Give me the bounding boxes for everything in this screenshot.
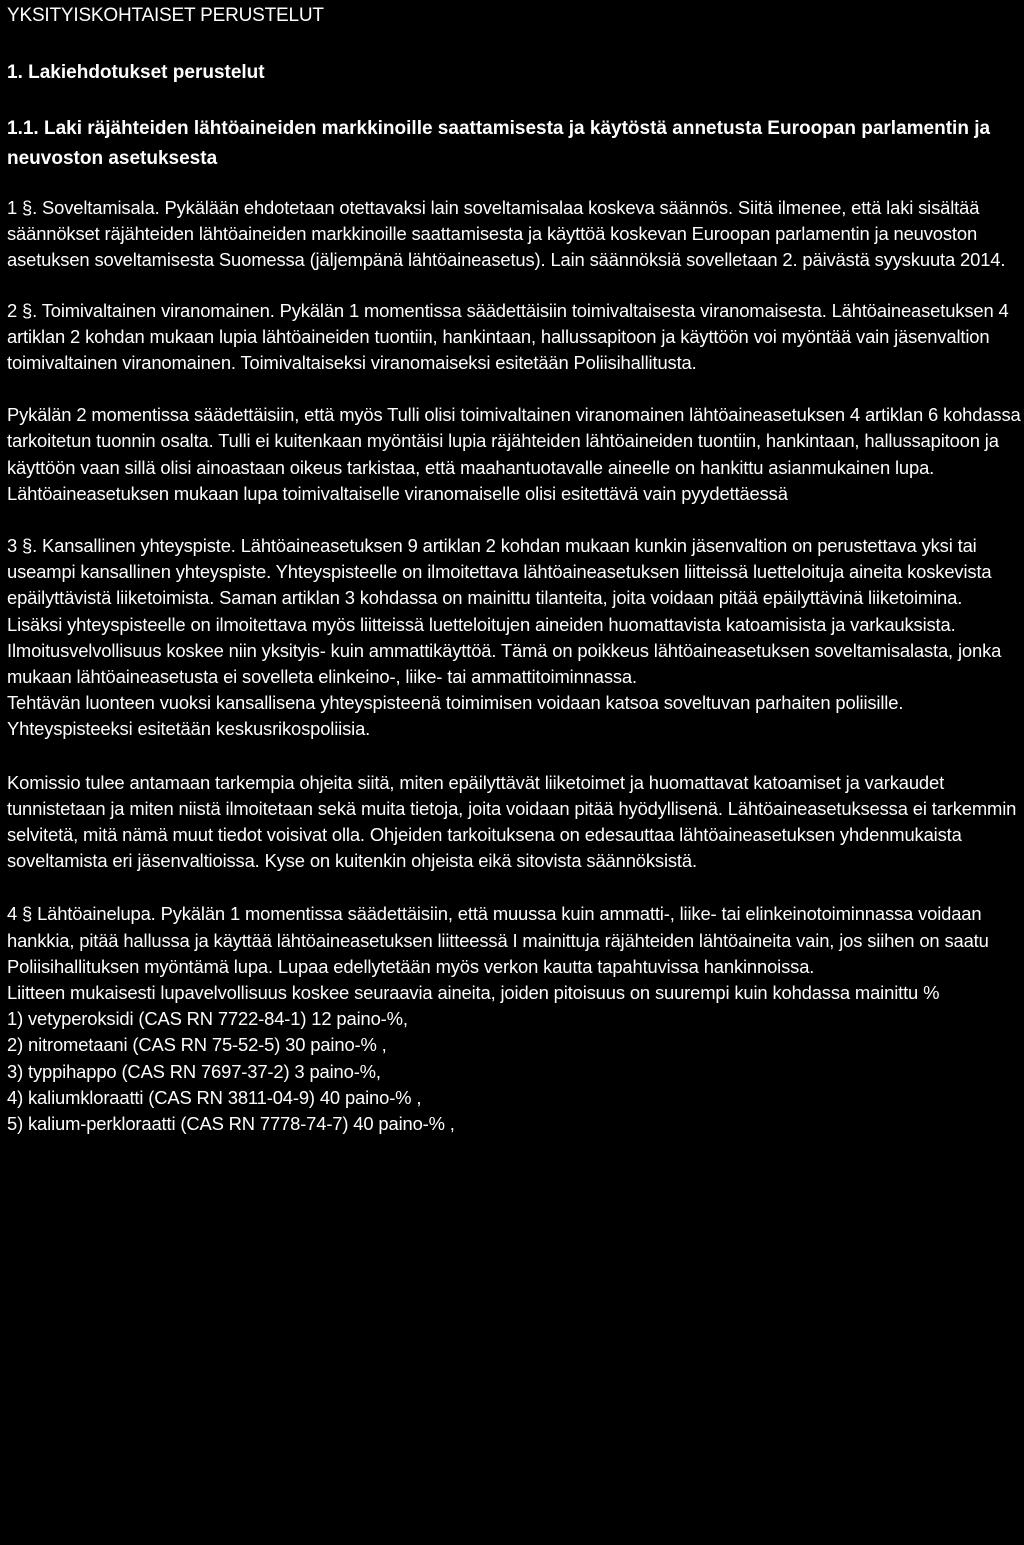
section-heading-1: 1. Lakiehdotukset perustelut: [7, 62, 265, 83]
paragraph-sec2-p1: 2 §. Toimivaltainen viranomainen. Pykälän 1 momentissa säädettäisiin toimivaltaisesta viranomaisesta. Lähtöaineasetuksen 4 artiklan 2 kohdan mukaan lupia lähtöaineiden tuontiin, hankintaan, hallussapitoon ja käyttöön voi myöntää vain jäsenvaltion toimivaltainen viranomainen. Toimivaltaiseksi viranomaiseksi esitetään Poliisihallitusta.: [7, 299, 1009, 374]
list-item: 3) typpihappo (CAS RN 7697-37-2) 3 paino-%,: [7, 1060, 381, 1082]
substance-list: [7, 1006, 1021, 1137]
paragraph-sec3-p1: 3 §. Kansallinen yhteyspiste. Lähtöaineasetuksen 9 artiklan 2 kohdan mukaan kunkin jäsenvaltion on perustettava yksi tai useampi kansallinen yhteyspiste. Yhteyspisteelle on ilmoitettava lähtöaineasetuksen liitteissä luetteloituja aineita koskevista epäilyttävistä liiketoimista. Saman artiklan 3 kohdassa on mainittu tilanteita, joita voidaan pitää epäilyttävinä liiketoimina.: [7, 535, 992, 609]
list-item: 2) nitrometaani (CAS RN 75-52-5) 30 paino-% ,: [7, 1034, 387, 1056]
paragraph-sec3-p3: Tehtävän luonteen vuoksi kansallisena yhteyspisteenä toimimisen voidaan katsoa soveltuvan parhaiten poliisille. Yhteyspisteeksi esitetään keskusrikospoliisia.: [7, 692, 904, 740]
paragraph-sec1: 1 §. Soveltamisala. Pykälään ehdotetaan otettavaksi lain soveltamisalaa koskeva säännös. Siitä ilmenee, että laki sisältää säännökset räjähteiden lähtöaineiden markkinoille saattamisesta ja käyttöä koskevan Euroopan parlamentin ja neuvoston asetuksen soveltamisesta Suomessa (jäljempänä lähtöaineasetus). Lain säännöksiä sovelletaan 2. päivästä syyskuuta 2014.: [7, 197, 1006, 271]
paragraph-sec3-p4: Komissio tulee antamaan tarkempia ohjeita siitä, miten epäilyttävät liiketoimet ja huomattavat katoamiset ja varkaudet tunnistetaan ja miten niistä ilmoitetaan sekä muita tietoja, joita voidaan pitää hyödyllisenä. Lähtöaineasetuksessa ei tarkemmin selvitetä, mitä nämä muut tiedot voisivat olla. Ohjeiden tarkoituksena on edesauttaa lähtöaineasetuksen yhdenmukaista soveltamista eri jäsenvaltioissa. Kyse on kuitenkin ohjeista eikä sitovista säännöksistä.: [7, 771, 1017, 872]
list-item: 4) kaliumkloraatti (CAS RN 3811-04-9) 40 paino-% ,: [7, 1086, 422, 1108]
document-page: [7, 0, 1021, 1137]
paragraph-sec4-p1: 4 § Lähtöainelupa. Pykälän 1 momentissa säädettäisiin, että muussa kuin ammatti-, liike- tai elinkeinotoiminnassa voidaan hankkia, pitää hallussa ja käyttää lähtöaineasetuksen liitteessä I mainittuja räjähteiden lähtöaineita vain, jos siihen on saatu Poliisihallituksen myöntämä lupa. Lupaa edellytetään myös verkon kautta tapahtuvissa hankinnoissa.: [7, 903, 989, 977]
section-heading-1-1: 1.1. Laki räjähteiden lähtöaineiden markkinoille saattamisesta ja käytöstä annetusta Euroopan parlamentin ja neuvoston asetuksesta: [7, 118, 991, 169]
paragraph-sec4-p2: Liitteen mukaisesti lupavelvollisuus koskee seuraavia aineita, joiden pitoisuus on suurempi kuin kohdassa mainittu %: [7, 982, 940, 1004]
list-item: 1) vetyperoksidi (CAS RN 7722-84-1) 12 paino-%,: [7, 1008, 408, 1030]
list-item: 5) kalium-perkloraatti (CAS RN 7778-74-7) 40 paino-% ,: [7, 1113, 455, 1135]
paragraph-sec3-p2: Lisäksi yhteyspisteelle on ilmoitettava myös liitteissä luetteloitujen aineiden huomattavista katoamisista ja varkauksista. Ilmoitusvelvollisuus koskee niin yksityis- kuin ammattikäyttöä. Tämä on poikkeus lähtöaineasetuksen soveltamisalasta, jonka mukaan lähtöaineasetusta ei sovelleta elinkeino-, liike- tai ammattitoiminnassa.: [7, 613, 1002, 688]
paragraph-sec2-p2: Pykälän 2 momentissa säädettäisiin, että myös Tulli olisi toimivaltainen viranomainen lähtöaineasetuksen 4 artiklan 6 kohdassa tarkoitetun tuonnin osalta. Tulli ei kuitenkaan myöntäisi lupia räjähteiden lähtöaineiden tuontiin, hankintaan, hallussapitoon ja käyttöön vaan sillä olisi ainoastaan oikeus tarkistaa, että maahantuotavalle aineelle on hankittu asianmukainen lupa. Lähtöaineasetuksen mukaan lupa toimivaltaiselle viranomaiselle olisi esitettävä vain pyydettäessä: [7, 404, 1021, 504]
document-header: YKSITYISKOHTAISET PERUSTELUT: [7, 5, 324, 26]
